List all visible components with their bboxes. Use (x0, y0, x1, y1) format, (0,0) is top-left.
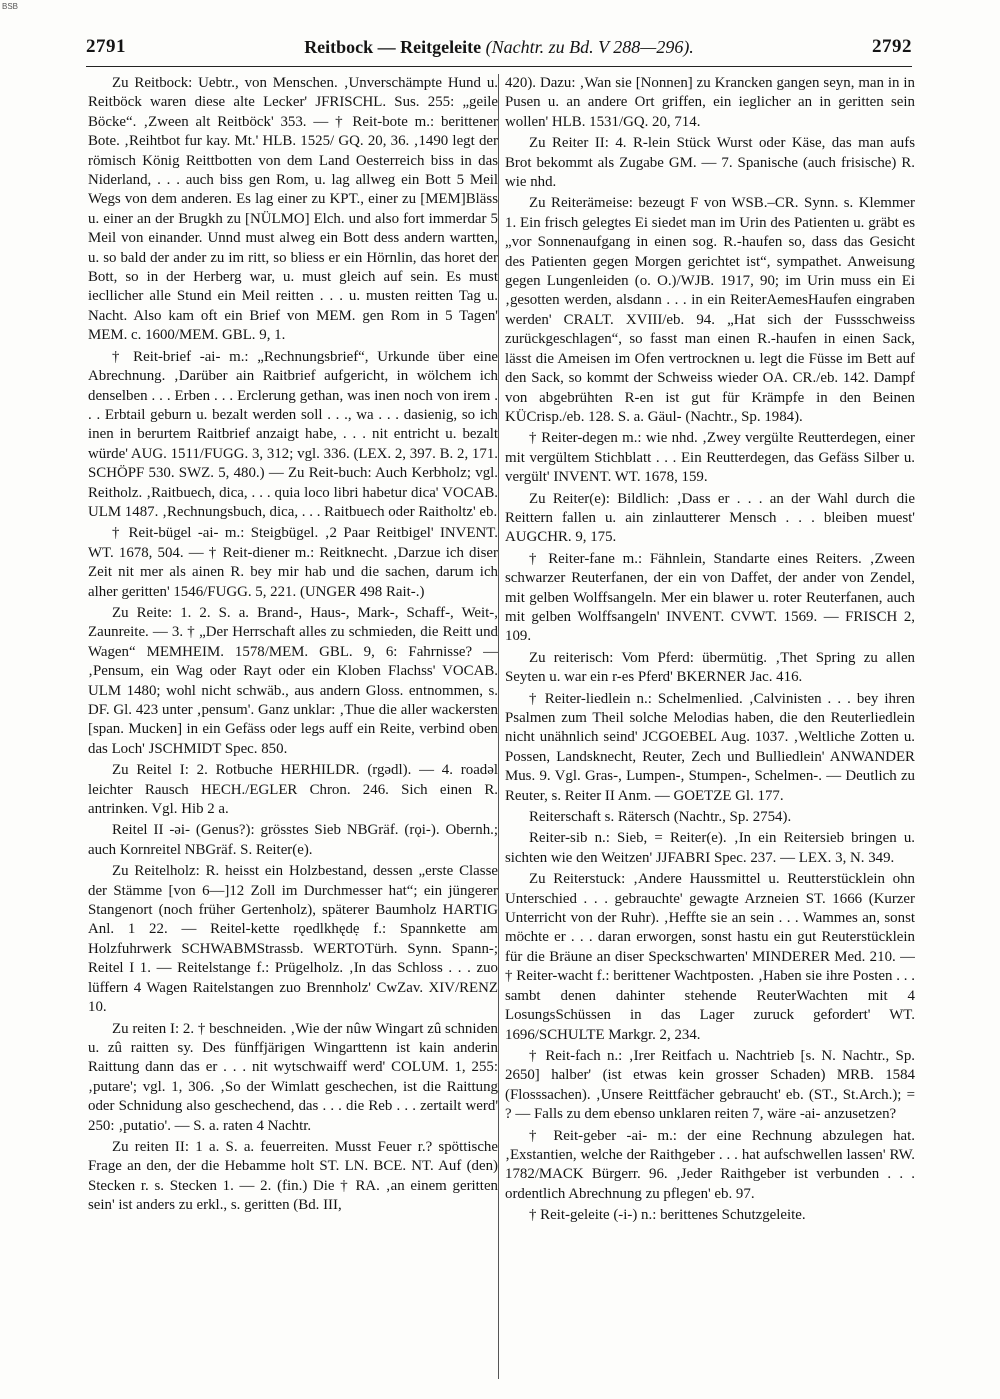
entry-reit-fach: † Reit-fach n.: ‚Irer Reitfach u. Nachtrieb [s. N. Nachtr., Sp. 2650] halber' (ist etwas kein grosser Schaden) MRB. 1584 (Flosssachen). ‚Unsere Reittfächer gebraucht' eb. (ST., St.Arch.); = ? — Falls zu dem ebenso unklaren reiten 7, wäre -ai- anzusetzen? (505, 1047, 915, 1123)
running-title (86, 37, 912, 58)
entry-reiten-1: Zu reiten I: 2. † beschneiden. ‚Wie der nûw Wingart zû schniden u. zû raitten sy. Des fünffjärigen Wingarttenn ist kain anderin Raittung dann das er . . . nit wytschwaiff werd' COLUM. 1, 255: ‚putare'; vgl. 1, 306. ‚So der Wimlatt geschechen, ist die Raittung oder Schnidung also geschechend, das . . . die Reb . . . zertailt werd' 250: ‚putatio'. — S. a. raten 4 Nachtr. (88, 1020, 498, 1134)
entry-reiter-degen: † Reiter-degen m.: wie nhd. ‚Zwey vergülte Reutterdegen, einer mit vergültem Stichblatt . . . Ein Reutterdegen, das Gefäss Silber u. vergült' INVENT. WT. 1678, 159. (505, 430, 915, 486)
library-stamp: BSB (2, 2, 19, 11)
entry-reite: Zu Reite: 1. 2. S. a. Brand-, Haus-, Mark-, Schaff-, Weit-, Zaunreite. — 3. † „Der Herrschaft alles zu schmieden, die Reitt und Wagen“ MEMHEIM. 1578/MEM. GBL. 9, 6: Fahrnisse? — ‚Pensum, ein Wag oder Rayt oder ein Kloben Flachss' VOCAB. ULM 1480; wohl nicht schwäb., aus andern Gloss. entnommen, s. DF. Gl. 423 unter ‚pensum'. Ganz unklar: ‚Thue die aller wackersten [span. Mucken] in ein Gefäss oder legs auff ein Reite, verbind oben das Loch' JSCHMIDT Spec. 850. (88, 604, 498, 757)
entry-reit-geber: † Reit-geber -ai- m.: der eine Rechnung abzulegen hat. ‚Exstantien, welche der Raithgeber . . . hat aufschwellen lassen' RW. 1782/MACK Bürgerr. 96. ‚Jeder Raithgeber ist verbunden . . . ordentlich Abrechnung zu pflegen' eb. 97. (505, 1127, 915, 1202)
entry-reiter-sib: Reiter-sib n.: Sieb, = Reiter(e). ‚In ein Reitersieb bringen u. sichten wie den Weitzen' JJFABRI Spec. 237. — LEX. 3, N. 349. (505, 830, 915, 866)
entry-reit-geleite: † Reit-geleite (-i-) n.: berittenes Schutzgeleite. (529, 1207, 806, 1224)
entry-reiter-2: Zu Reiter II: 4. R-lein Stück Wurst oder Käse, das man aufs Brot bekommt als Zugabe GM. — 7. Spanische (auch frisische) R. wie nhd. (505, 135, 915, 191)
entry-reiter-liedlein: † Reiter-liedlein n.: Schelmenlied. ‚Calvinisten . . . bey ihren Psalmen zum Theil solche Melodias haben, die den Reuterliedlein nicht unähnlich seind' JCGOEBEL Aug. 1037. ‚Weltliche Zotten u. Possen, Landsknecht, Reuter, Zech und Bulliedlein' ANWANDER Mus. 9. Vgl. Gras-, Lumpen-, Stumpen-, Schelmen-. — Deutlich zu Reuter, s. Reiter II Anm. — GOETZE Gl. 177. (505, 690, 915, 804)
entry-reit-brief: † Reit-brief -ai- m.: „Rechnungsbrief“, Urkunde über eine Abrechnung. ‚Darüber ain Raitbrief aufgericht, in wölchem ich denselben . . . Erben . . . Erclerung gethan, was inen noch von irem . . . Erbtail geburn u. bezalt werden soll . . ., wa . . . dasienig, so ich inen in berurtem Raitbrief anzaigt habe, . . . nit entricht u. bezalt würde' AUG. 1511/FUGG. 3, 312; vgl. 336. (LEX. 2, 397. B. 2, 171. SCHÖPF 530. SWZ. 5, 480.) — Zu Reit-buch: Auch Kerbholz; vgl. Reitholz. ‚Raitbuech, dica, . . . quia loco libri habetur dica' VOCAB. ULM 1487. ‚Rechnungsbuch, dica, . . . Raitbuech oder Raitholtz' eb. (88, 348, 498, 520)
entry-reitelholz: Zu Reitelholz: R. heisst ein Holzbestand, dessen „erste Classe der Stämme [von 6—]12 Zoll im Durchmesser hat“; ein jüngerer Stangenort (noch früher Gertenholz), späterer Baumholz HARTIG Anl. 1 22. — Reitel-kette rǫedlkhędẹ f.: Spannkette am Holzfuhrwerk SCHWABMStrassb. WERTOTürh. Synn. Spann-; Reitel I 1. — Reitelstange f.: Prügelholz. ‚In das Schloss . . . zuo lüffern 4 Wagen Raitelstangen zuo Brennholz' CwZav. XIV/RENZ 10. (88, 863, 498, 1016)
left-column (88, 74, 498, 1386)
entry-reitbock: Zu Reitbock: Uebtr., von Menschen. ‚Unverschämpte Hund u. Reitböck waren diese alte Lecker' JFRISCHL. Sus. 255: „geile Böcke“. ‚Zween alt Reitböck' 353. — † Reit-bote m.: berittener Bote. ‚Reihtbot fur kay. Mt.' HLB. 1525/ GQ. 20, 36. ‚1490 legt der römisch König Reittbotten von dem Land Oesterreich biss in das Niderland, . . . auch biss gen Rom, u. lag allweg ein Bott 5 Meil Wegs von dem anderen. Es lag einer zu KPT., einer zu [MEM]Bläss u. einer an der Brugkh zu [NÜLMO] Elch. und also fort immerdar 5 Meil von einander. Unnd must alweg ein Bott dess andern wartten, u. so bald der ander zu im ritt, so bliess er ein Hörnlin, das horet der Bott, so in der Herberg war, u. must gleich auf sein. Es must iecllicher alle Stund ein Meil reitten . . . u. musten reitten Tag u. Nacht. Also kam oft ein Brief von MEM. gen Rom in 5 Tagen' MEM. c. 1600/MEM. GBL. 9, 1. (88, 75, 498, 344)
column-divider (498, 74, 499, 1379)
title-main: Reitbock — Reitgeleite (304, 37, 486, 57)
entry-reiterschaft: Reiterschaft s. Rätersch (Nachtr., Sp. 2754). (529, 809, 792, 826)
title-reference: (Nachtr. zu Bd. V 288—296). (485, 37, 694, 57)
right-column-number: 2792 (872, 36, 912, 57)
entry-reitere: Zu Reiter(e): Bildlich: ‚Dass er . . . an der Wahl durch die Reittern fallen u. ain zinlautterer Mensch . . . bleiben muest' AUGCHR. 9, 175. (505, 490, 915, 546)
header-rule (86, 66, 912, 67)
entry-reit-buegel: † Reit-bügel -ai- m.: Steigbügel. ‚2 Paar Reitbigel' INVENT. WT. 1678, 504. — † Reit-diener m.: Reitknecht. ‚Darzue ich diser Zeit nit mer als ainen R. bey mir hab und die sachen, darum ich alher geritten' 1546/FUGG. 5, 221. (UNGER 498 Rait-.) (88, 525, 498, 600)
entry-reitel-1: Zu Reitel I: 2. Rotbuche HERHILDR. (rgədl). — 4. roadəl leichter Rausch HECH./EGLER Chron. 246. Sich einen R. antrinken. Vgl. Hib 2 a. (88, 762, 498, 818)
entry-reiten-2: Zu reiten II: 1 a. S. a. feuerreiten. Musst Feuer r.? spöttische Frage an den, der die Hebamme holt ST. LN. BCE. NT. Auf (den) Stecken r. s. Stecken 1. — 2. (fin.) Die † RA. ‚an einem geritten sein' ist anders zu erkl., s. geritten (Bd. III, (88, 1138, 498, 1214)
entry-reiten-2-continued: 420). Dazu: ‚Wan sie [Nonnen] zu Krancken gangen seyn, man in in Pusen u. an andere Ort griffen, ein ieglicher an in geritten sein wollen' HLB. 1531/GQ. 20, 714. (505, 75, 915, 130)
left-column-number: 2791 (86, 36, 126, 57)
entry-reiterstuck: Zu Reiterstuck: ‚Andere Haussmittel u. Reutterstücklein ohn Unterschied . . . gebrauchte' gewagte Arzneien ST. 1666 (Kurzer Unterricht von der Ruhr). ‚Heffte sie an sein . . . Wammes an, sonst möchte er . . . daran erworgen, sonst hastu ein gut Reuterstücklein für die Bräune an diser Speckschwarten' MINDERER Med. 210. — † Reiter-wacht f.: berittener Wachtposten. ‚Haben sie ihre Posten . . . sambt denen dahinter stehende ReuterWachten mit 4 LosungsSchüssen in das Lager zuruck gefordert' WT. 1696/SCHULTE Markgr. 2, 234. (505, 871, 915, 1043)
entry-reiteraemeise: Zu Reiterämeise: bezeugt F von WSB.–CR. Synn. s. Klemmer 1. Ein frisch gelegtes Ei siedet man im Urin des Patienten u. gräbt es „vor Sonnenaufgang in einen sog. R.-haufen so, dass das Gesicht des Patienten gegen Morgen gerichtet ist“, sympathet. Anweisung gegen Lungenleiden (o. O.)/WJB. 1917, 90; im Urin muss ein Ei ‚gesotten werden, alsdann . . . in ein ReiterAemesHaufen eingraben werden' CRALT. XVIII/eb. 94. „Hat sich der Fussschweiss zurückgeschlagen“, so fasst man einen R.-haufen in einen Sack, lässt die Ameisen im Ofen vertrocknen u. legt die Füsse im Bett auf den Sack, so kommt der Schweiss wieder OA. CR./eb. 142. Dampf von abgebrühten R-en ist gut für Krämpfe in den Beinen KÜCrisp./eb. 128. S. a. Gäul- (Nachtr., Sp. 1984). (505, 195, 915, 425)
page-header (86, 36, 912, 62)
entry-reitel-2: Reitel II -əi- (Genus?): grösstes Sieb NBGräf. (rǫi-). Obernh.; auch Kornreitel NBGräf. S. Reiter(e). (88, 822, 498, 858)
entry-reiterisch: Zu reiterisch: Vom Pferd: übermütig. ‚Thet Spring zu allen Seyten u. war ein r-es Pferd' BKERNER Jac. 416. (505, 649, 915, 686)
right-column (505, 74, 915, 1386)
entry-reiter-fane: † Reiter-fane m.: Fähnlein, Standarte eines Reiters. ‚Zween schwarzer Reuterfanen, der ein von Daffet, der ander von Zendel, mit gelben Wolffsangeln. Mer ein blawer u. roter Reuterfanen, auch mit gelben Wolffsangeln' INVENT. CVWT. 1569. — FRISCH 2, 109. (505, 550, 915, 645)
